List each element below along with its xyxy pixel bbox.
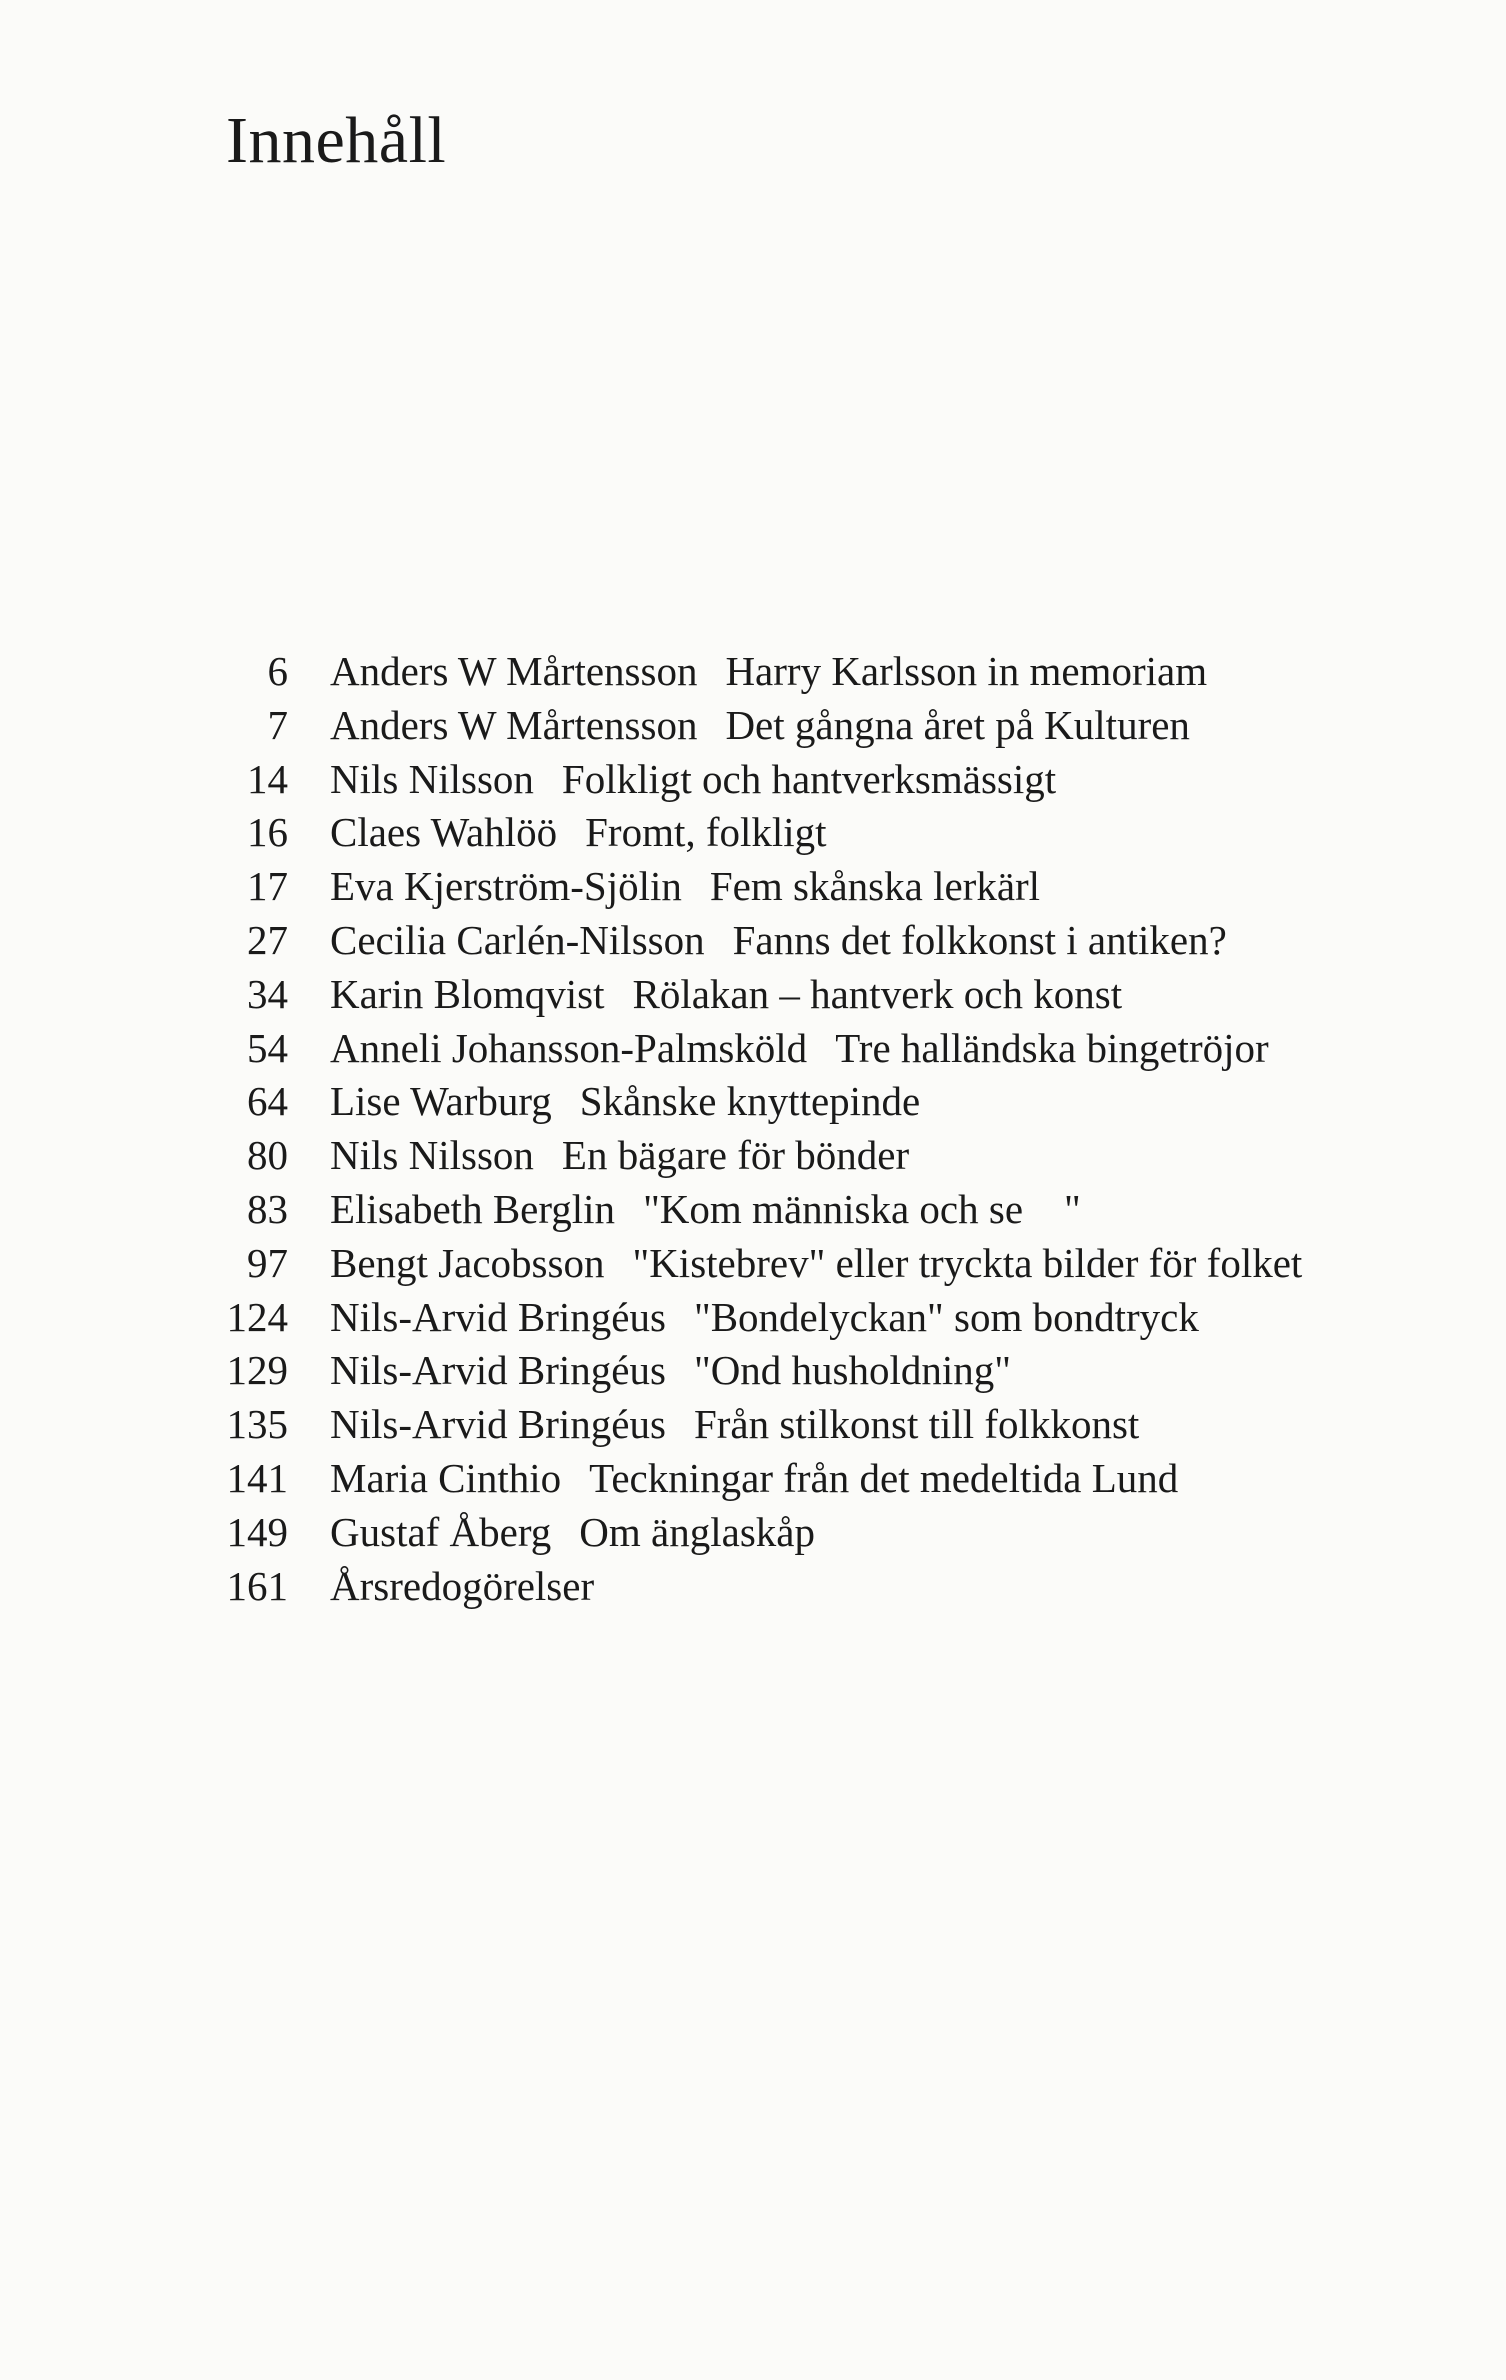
toc-entry — [200, 968, 1460, 1022]
toc-entry — [200, 1129, 1460, 1183]
toc-title: Tre halländska bingetröjor — [835, 1024, 1269, 1071]
toc-entry — [200, 1237, 1460, 1291]
toc-entry — [200, 1291, 1460, 1345]
toc-title: Folkligt och hantverksmässigt — [561, 755, 1057, 802]
toc-title: Fem skånska lerkärl — [709, 863, 1041, 910]
toc-page-number: 7 — [267, 701, 288, 748]
toc-entry — [200, 753, 1460, 807]
toc-page-number: 54 — [247, 1024, 288, 1071]
toc-title: Fromt, folkligt — [585, 809, 827, 856]
toc-author: Maria Cinthio — [330, 1454, 562, 1501]
toc-title: "Kom människa och se " — [643, 1185, 1081, 1232]
toc-title: Harry Karlsson in memoriam — [725, 648, 1208, 694]
toc-page-number: 27 — [247, 916, 288, 963]
toc-entry — [200, 860, 1460, 914]
toc-title: Rölakan – hantverk och konst — [632, 970, 1123, 1017]
toc-author: Claes Wahlöö — [330, 809, 558, 856]
toc-title: "Ond husholdning" — [693, 1347, 1012, 1394]
toc-page-number: 141 — [226, 1454, 288, 1501]
table-of-contents — [200, 645, 1460, 1613]
page-title: Innehåll — [226, 104, 447, 177]
toc-author: Cecilia Carlén-Nilsson — [330, 916, 705, 963]
toc-title: Fanns det folkkonst i antiken? — [732, 916, 1227, 963]
toc-page-number: 6 — [267, 648, 288, 694]
toc-page-number: 124 — [226, 1293, 288, 1340]
toc-page-number: 64 — [247, 1078, 288, 1125]
toc-author: Anneli Johansson-Palmsköld — [330, 1024, 808, 1071]
toc-entry — [200, 1183, 1460, 1237]
toc-page-number: 161 — [226, 1562, 288, 1609]
toc-entry — [200, 1560, 1460, 1614]
toc-author: Nils Nilsson — [330, 1132, 534, 1179]
toc-title: Teckningar från det medeltida Lund — [589, 1454, 1179, 1501]
toc-page-number: 14 — [247, 755, 288, 802]
toc-author: Bengt Jacobsson — [330, 1239, 605, 1286]
toc-author: Anders W Mårtensson — [330, 701, 698, 748]
toc-entry — [200, 645, 1460, 699]
toc-author: Karin Blomqvist — [330, 970, 605, 1017]
toc-title: "Bondelyckan" som bondtryck — [693, 1293, 1199, 1340]
toc-entry — [200, 1452, 1460, 1506]
toc-entry — [200, 699, 1460, 753]
toc-entry — [200, 1022, 1460, 1076]
toc-title: "Kistebrev" eller tryckta bilder för folket — [632, 1239, 1303, 1286]
toc-page-number: 135 — [226, 1401, 288, 1448]
toc-entry — [200, 1506, 1460, 1560]
toc-title: En bägare för bönder — [561, 1132, 910, 1179]
toc-page-number: 83 — [247, 1185, 288, 1232]
toc-entry — [200, 1398, 1460, 1452]
toc-author: Årsredogörelser — [330, 1562, 595, 1609]
toc-title: Skånske knyttepinde — [579, 1078, 921, 1125]
toc-author: Eva Kjerström-Sjölin — [330, 863, 682, 910]
toc-entry — [200, 1344, 1460, 1398]
toc-page-number: 16 — [247, 809, 288, 856]
toc-title: Det gångna året på Kulturen — [725, 701, 1190, 748]
toc-page-number: 129 — [226, 1347, 288, 1394]
toc-entry — [200, 1075, 1460, 1129]
toc-page-number: 97 — [247, 1239, 288, 1286]
toc-author: Nils Nilsson — [330, 755, 534, 802]
toc-page-number: 80 — [247, 1132, 288, 1179]
toc-title: Om änglaskåp — [579, 1508, 815, 1555]
toc-page-number: 34 — [247, 970, 288, 1017]
toc-page-number: 17 — [247, 863, 288, 910]
toc-entry — [200, 806, 1460, 860]
toc-entry — [200, 914, 1460, 968]
toc-author: Lise Warburg — [330, 1078, 552, 1125]
toc-author: Nils-Arvid Bringéus — [330, 1347, 666, 1394]
toc-author: Elisabeth Berglin — [330, 1185, 616, 1232]
toc-author: Nils-Arvid Bringéus — [330, 1293, 666, 1340]
toc-title: Från stilkonst till folkkonst — [693, 1401, 1140, 1448]
toc-author: Nils-Arvid Bringéus — [330, 1401, 666, 1448]
toc-page-number: 149 — [226, 1508, 288, 1555]
toc-author: Gustaf Åberg — [330, 1508, 552, 1555]
toc-author: Anders W Mårtensson — [330, 648, 698, 694]
